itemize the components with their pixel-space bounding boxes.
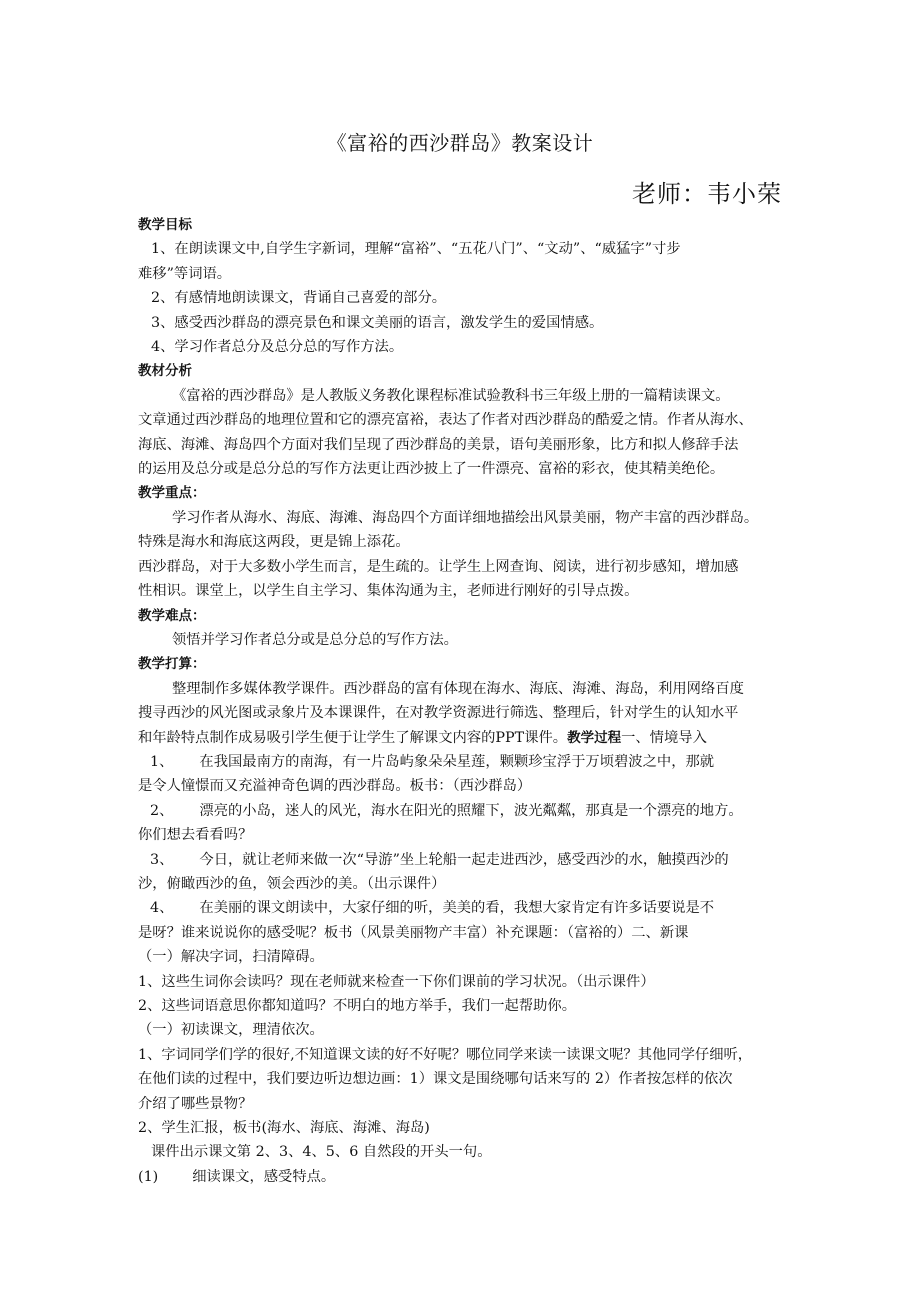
- newlesson-last: [138, 1165, 788, 1189]
- objective-item: 难移”等词语。: [138, 265, 232, 282]
- plan-line-text: 和年龄特点制作成易吸引学生便于让学生了解课文内容的PPT课件。: [138, 729, 568, 746]
- analysis-line: 的运用及总分或是总分总的写作方法更让西沙披上了一件漂亮、富裕的彩衣，使其精美绝伦。: [138, 461, 725, 478]
- newlesson-line: 在他们读的过程中，我们要边听边想边画：1）课文是围绕哪句话来写的 2）作者按怎样的依次: [138, 1071, 733, 1088]
- analysis-line: 海底、海滩、海岛四个方面对我们呈现了西沙群岛的美景，语句美丽形象，比方和拟人修辞手法: [138, 436, 739, 453]
- intro-item: [138, 896, 788, 920]
- process-label: 教学过程: [567, 729, 622, 746]
- keypoints-heading: 教学重点：: [138, 485, 206, 502]
- difficulty-heading: 教学难点：: [138, 607, 206, 624]
- newlesson-line: 2、学生汇报，板书(海水、海底、海滩、海岛): [138, 1120, 430, 1137]
- intro-item: [138, 848, 788, 872]
- plan-heading: 教学打算：: [138, 656, 206, 673]
- analysis-heading: 教材分析: [138, 363, 192, 380]
- objective-item: 2、有感情地朗读课文，背诵自己喜爱的部分。: [151, 290, 447, 307]
- keypoints-line: 性相识。课堂上，以学生自主学习、集体沟通为主，老师进行刚好的引导点拨。: [138, 583, 639, 600]
- intro-num: 4、: [150, 900, 174, 917]
- intro-first: 漂亮的小岛，迷人的风光，海水在阳光的照耀下，波光粼粼，那真是一个漂亮的地方。: [199, 802, 743, 819]
- intro-first: 在美丽的课文朗读中，大家仔细的听，美美的看，我想大家肯定有许多话要说是不: [199, 900, 715, 917]
- newlesson-line: 1、字词同学们学的很好,不知道课文读的好不好呢？哪位同学来读一读课文呢？其他同学仔细听，: [138, 1046, 753, 1063]
- objectives-heading: 教学目标: [138, 217, 192, 233]
- page-title: 《富裕的西沙群岛》教案设计: [326, 131, 594, 155]
- intro-num: 1、: [150, 753, 174, 770]
- keypoints-line: 学习作者从海水、海底、海滩、海岛四个方面详细地描绘出风景美丽，物产丰富的西沙群岛。: [172, 509, 759, 526]
- newlesson-line: 2、这些词语意思你都知道吗？不明白的地方举手，我们一起帮助你。: [138, 998, 576, 1014]
- newlesson-line: 课件出示课文第 2、3、4、5、6 自然段的开头一句。: [151, 1144, 492, 1161]
- plan-line: 搜寻西沙的风光图或录象片及本课课件，在对教学资源进行筛选、整理后，针对学生的认知水平: [138, 705, 739, 722]
- difficulty-line: 领悟并学习作者总分或是总分总的写作方法。: [172, 631, 458, 648]
- intro-rest: 沙，俯瞰西沙的鱼，领会西沙的美。（出示课件）: [138, 875, 446, 892]
- objective-item: 4、学习作者总分及总分总的写作方法。: [151, 339, 404, 356]
- lesson-body: [138, 213, 788, 1189]
- newlesson-line: 1、这些生词你会读吗？现在老师就来检查一下你们课前的学习状况。（出示课件）: [138, 973, 655, 990]
- intro-item: [138, 799, 788, 823]
- intro-item: [138, 750, 788, 774]
- teacher-name: 老师：韦小荣: [632, 180, 782, 208]
- intro-rest: 是令人憧憬而又充溢神奇色调的西沙群岛。板书：（西沙群岛）: [138, 778, 532, 795]
- newlesson-line: （一）初读课文，理清依次。: [138, 1022, 324, 1039]
- newlesson-last-num: (1): [138, 1168, 159, 1185]
- objective-item: 1、在朗读课文中,自学生字新词，理解“富裕”、“五花八门”、“文动”、“威猛字”寸步: [151, 241, 681, 258]
- intro-num: 2、: [150, 802, 174, 819]
- intro-rest: 你们想去看看吗？: [138, 827, 253, 844]
- keypoints-line: 特殊是海水和海底这两段，更是锦上添花。: [138, 534, 410, 551]
- analysis-line: 《富裕的西沙群岛》是人教版义务教化课程标准试验教科书三年级上册的一篇精读课文。: [172, 387, 730, 404]
- plan-line: [138, 726, 788, 750]
- process-after: 一、情境导入: [621, 729, 707, 746]
- intro-num: 3、: [150, 851, 174, 868]
- newlesson-line: （一）解决字词，扫清障碍。: [138, 949, 324, 966]
- intro-rest: 是呀？谁来说说你的感受呢？板书（风景美丽物产丰富）补充课题：（富裕的）二、新课: [138, 924, 689, 941]
- objective-item: 3、感受西沙群岛的漂亮景色和课文美丽的语言，激发学生的爱国情感。: [151, 314, 604, 331]
- keypoints-line: 西沙群岛，对于大多数小学生而言，是生疏的。让学生上网查询、阅读，进行初步感知，增加感: [138, 558, 739, 575]
- analysis-line: 文章通过西沙群岛的地理位置和它的漂亮富裕，表达了作者对西沙群岛的酷爱之情。作者从海水、: [138, 412, 753, 429]
- intro-first: 今日，就让老师来做一次“导游”坐上轮船一起走进西沙，感受西沙的水，触摸西沙的: [199, 851, 729, 868]
- newlesson-last-text: 细读课文，感受特点。: [192, 1168, 336, 1185]
- intro-first: 在我国最南方的南海，有一片岛屿象朵朵星莲，颗颗珍宝浮于万顷碧波之中，那就: [199, 753, 715, 770]
- newlesson-line: 介绍了哪些景物？: [138, 1095, 253, 1112]
- plan-line: 整理制作多媒体教学课件。西沙群岛的富有体现在海水、海底、海滩、海岛，利用网络百度: [172, 680, 744, 697]
